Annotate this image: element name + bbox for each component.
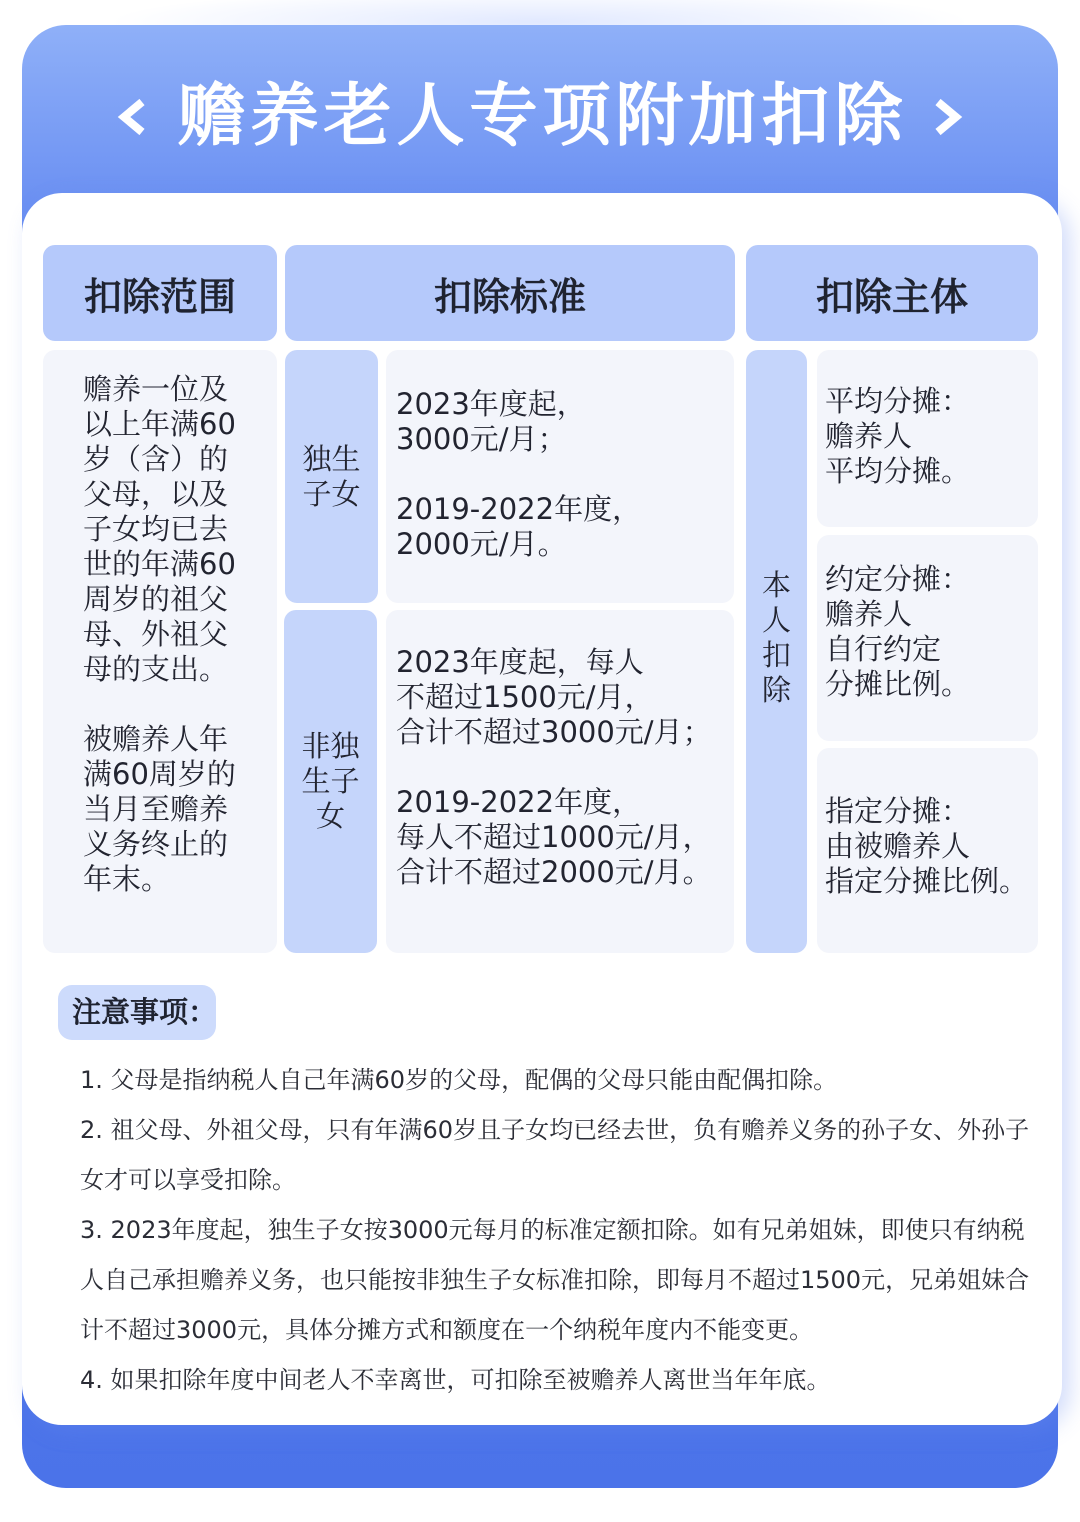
method-line: 指定分摊： <box>825 794 971 828</box>
method-line: 自行约定 <box>825 632 942 666</box>
header-deduction-subject: 扣除主体 <box>746 245 1038 341</box>
label-non-only-child: 非独生子女 <box>301 729 360 833</box>
method-designated-cell <box>817 748 1038 953</box>
standard-line: 合计不超过2000元/月。 <box>396 855 712 889</box>
label-only-child-cell <box>285 350 378 603</box>
standard-paragraph <box>396 645 734 750</box>
method-line: 指定分摊比例。 <box>825 864 1029 898</box>
standard-line: 2019-2022年度， <box>396 492 642 526</box>
scope-line: 母、外祖父 <box>83 617 229 651</box>
chevron-left-icon <box>115 97 147 137</box>
header-deduction-standard: 扣除标准 <box>285 245 735 341</box>
scope-line: 子女均已去 <box>83 512 229 546</box>
notes-heading-badge: 注意事项： <box>58 985 216 1040</box>
note-item: 4. 如果扣除年度中间老人不幸离世，可扣除至被赡养人离世当年年底。 <box>80 1366 831 1394</box>
scope-line: 岁（含）的 <box>83 442 229 476</box>
scope-line: 满60周岁的 <box>83 757 236 791</box>
standard-paragraph <box>396 492 734 562</box>
header-deduction-scope: 扣除范围 <box>43 245 277 341</box>
scope-line: 义务终止的 <box>83 827 229 861</box>
method-line: 平均分摊： <box>825 384 971 418</box>
standard-line: 2023年度起， <box>396 387 586 421</box>
standard-non-only-child-cell <box>386 610 734 953</box>
method-line: 由被赡养人 <box>825 829 971 863</box>
method-line: 赡养人 <box>825 597 913 631</box>
method-line: 约定分摊： <box>825 562 971 596</box>
scope-line: 世的年满60 <box>83 547 236 581</box>
method-agreed-cell <box>817 535 1038 741</box>
scope-line: 赡养一位及 <box>83 372 229 406</box>
standard-line: 不超过1500元/月， <box>396 680 654 714</box>
label-self-deduction-cell <box>746 350 807 953</box>
scope-line: 周岁的祖父 <box>83 582 229 616</box>
scope-line: 父母，以及 <box>83 477 229 511</box>
label-non-only-child-cell <box>284 610 377 953</box>
method-line: 分摊比例。 <box>825 667 971 701</box>
scope-line: 被赡养人年 <box>83 722 229 756</box>
standard-only-child-cell <box>386 350 734 603</box>
page-title: 赡养老人专项附加扣除 <box>177 77 908 156</box>
notes-list <box>80 1055 1040 1405</box>
scope-line: 当月至赡养 <box>83 792 229 826</box>
standard-line: 3000元/月； <box>396 422 567 456</box>
standard-paragraph <box>396 785 734 890</box>
standard-line: 2023年度起，每人 <box>396 645 644 679</box>
method-line: 平均分摊。 <box>825 454 971 488</box>
method-average-cell <box>817 350 1038 527</box>
chevron-right-icon <box>933 97 965 137</box>
label-only-child: 独生子女 <box>302 441 361 511</box>
note-item: 1. 父母是指纳税人自己年满60岁的父母，配偶的父母只能由配偶扣除。 <box>80 1066 838 1094</box>
scope-paragraph <box>83 372 277 687</box>
note-item: 3. 2023年度起，独生子女按3000元每月的标准定额扣除。如有兄弟姐妹，即使只有纳税人自己承担赡养义务，也只能按非独生子女标准扣除，即每月不超过1500元，兄弟姐妹合计不超过3000元，具体分摊方式和额度在一个纳税年度内不能变更。 <box>80 1216 1030 1344</box>
scope-line: 母的支出。 <box>83 652 229 686</box>
scope-line: 以上年满60 <box>83 407 236 441</box>
method-line: 赡养人 <box>825 419 913 453</box>
title-banner <box>0 75 1080 159</box>
scope-line: 年末。 <box>83 862 171 896</box>
standard-line: 2019-2022年度， <box>396 785 642 819</box>
scope-cell <box>43 350 277 953</box>
scope-paragraph <box>83 722 277 897</box>
standard-line: 合计不超过3000元/月； <box>396 715 712 749</box>
standard-line: 2000元/月。 <box>396 527 567 561</box>
standard-paragraph <box>396 387 734 457</box>
note-item: 2. 祖父母、外祖父母，只有年满60岁且子女均已经去世，负有赡养义务的孙子女、外孙子女才可以享受扣除。 <box>80 1116 1030 1194</box>
label-self-deduction: 本人扣除 <box>761 568 791 707</box>
standard-line: 每人不超过1000元/月， <box>396 820 712 854</box>
